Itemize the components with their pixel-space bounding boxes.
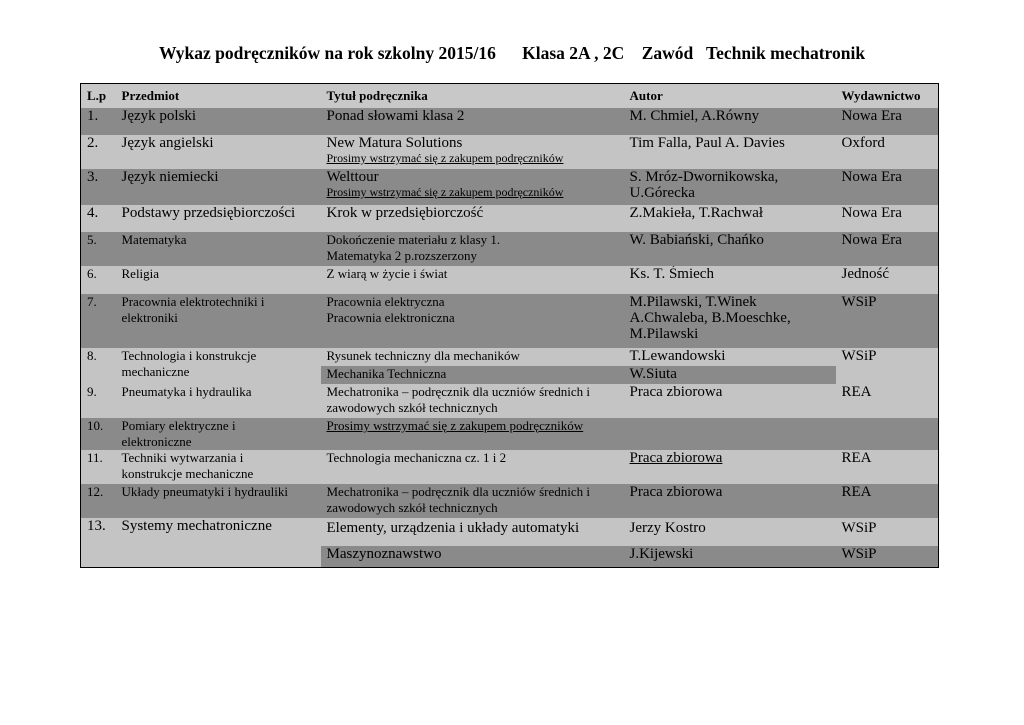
row-lp: 5. — [81, 232, 116, 266]
author-1: T.Lewandowski — [629, 348, 726, 364]
row-lp: 8. — [81, 348, 116, 384]
row-subject: Pneumatyka i hydraulika — [116, 384, 321, 418]
row-book: Mechatronika – podręcznik dla uczniów średnich i zawodowych szkół technicznych — [321, 384, 624, 418]
row-book: Z wiarą w życie i świat — [321, 266, 624, 294]
row-lp: 9. — [81, 384, 116, 418]
header-author: Autor — [624, 84, 836, 109]
row-subject: Język niemiecki — [116, 169, 321, 205]
book-title: Pracownia elektryczna — [326, 294, 445, 309]
row-subject: Język angielski — [116, 135, 321, 169]
book-title: New Matura Solutions — [326, 135, 463, 151]
purchase-hold-note: Prosimy wstrzymać się z zakupem podręczników — [326, 151, 564, 165]
row-author — [624, 418, 836, 450]
book-title: Rysunek techniczny dla mechaników — [326, 348, 520, 363]
row-publisher: WSiP — [836, 348, 939, 384]
row-book — [321, 518, 624, 568]
row-author: M. Chmiel, A.Równy — [624, 108, 836, 135]
row-author — [624, 348, 836, 384]
book-title: Elementy, urządzenia i układy automatyki — [326, 520, 580, 536]
row-lp: 7. — [81, 294, 116, 348]
row-subject: Pracownia elektrotechniki i elektroniki — [116, 294, 321, 348]
row-subject: Język polski — [116, 108, 321, 135]
header-lp: L.p — [81, 84, 116, 109]
row-publisher: Nowa Era — [836, 205, 939, 232]
row-subject: Pomiary elektryczne i elektroniczne — [116, 418, 321, 450]
author-1: Jerzy Kostro — [629, 520, 706, 536]
row-lp: 10. — [81, 418, 116, 450]
row-book — [321, 169, 624, 205]
row-subject: Podstawy przedsiębiorczości — [116, 205, 321, 232]
row-book: Dokończenie materiału z klasy 1. Matematyka 2 p.rozszerzony — [321, 232, 624, 266]
header-row — [81, 84, 939, 109]
header-book: Tytuł podręcznika — [321, 84, 624, 109]
row-author — [624, 518, 836, 568]
row-lp: 6. — [81, 266, 116, 294]
row-author: Ks. T. Śmiech — [624, 266, 836, 294]
row-lp: 3. — [81, 169, 116, 205]
table-row — [81, 232, 939, 266]
row-subject: Układy pneumatyki i hydrauliki — [116, 484, 321, 518]
table-row — [81, 450, 939, 484]
row-book: Mechatronika – podręcznik dla uczniów średnich i zawodowych szkół technicznych — [321, 484, 624, 518]
row-lp: 2. — [81, 135, 116, 169]
table-row — [81, 384, 939, 418]
publisher-2: WSiP — [836, 546, 939, 567]
book-title-2: Mechanika Techniczna — [321, 366, 624, 384]
row-lp: 4. — [81, 205, 116, 232]
row-publisher — [836, 418, 939, 450]
header-subject: Przedmiot — [116, 84, 321, 109]
table-row — [81, 135, 939, 169]
table-row — [81, 484, 939, 518]
row-subject: Systemy mechatroniczne — [116, 518, 321, 568]
row-author: W. Babiański, Chańko — [624, 232, 836, 266]
row-author: Tim Falla, Paul A. Davies — [624, 135, 836, 169]
row-book: Technologia mechaniczna cz. 1 i 2 — [321, 450, 624, 484]
row-publisher: Nowa Era — [836, 108, 939, 135]
page-title: Wykaz podręczników na rok szkolny 2015/16 Klasa 2A , 2C Zawód Technik mechatronik — [158, 43, 866, 63]
row-author: Praca zbiorowa — [624, 384, 836, 418]
table-row — [81, 205, 939, 232]
book-title-2: Maszynoznawstwo — [321, 546, 624, 567]
row-publisher: REA — [836, 384, 939, 418]
textbook-table — [80, 83, 939, 568]
table-row — [81, 294, 939, 348]
row-publisher: REA — [836, 484, 939, 518]
row-book: Krok w przedsiębiorczość — [321, 205, 624, 232]
row-publisher: Nowa Era — [836, 169, 939, 205]
row-book: Ponad słowami klasa 2 — [321, 108, 624, 135]
table-row — [81, 108, 939, 135]
table-row — [81, 348, 939, 384]
row-publisher — [836, 518, 939, 568]
row-author: S. Mróz-Dwornikowska, U.Górecka — [624, 169, 836, 205]
row-lp: 13. — [81, 518, 116, 568]
row-book: Prosimy wstrzymać się z zakupem podręczników — [321, 418, 624, 450]
table-row — [81, 518, 939, 568]
row-lp: 12. — [81, 484, 116, 518]
row-author: Praca zbiorowa — [624, 450, 836, 484]
row-subject: Religia — [116, 266, 321, 294]
row-subject: Matematyka — [116, 232, 321, 266]
table-row — [81, 266, 939, 294]
author-2: W.Siuta — [624, 366, 836, 384]
row-publisher: Jedność — [836, 266, 939, 294]
row-book — [321, 294, 624, 348]
row-book — [321, 135, 624, 169]
row-publisher: WSiP — [836, 294, 939, 348]
row-subject: Technologia i konstrukcje mechaniczne — [116, 348, 321, 384]
row-author: M.Pilawski, T.Winek A.Chwaleba, B.Moeschke, M.Pilawski — [624, 294, 836, 348]
row-author: Z.Makieła, T.Rachwał — [624, 205, 836, 232]
book-title-2: Pracownia elektroniczna — [326, 310, 455, 325]
publisher-1: WSiP — [841, 520, 877, 536]
book-title: Welttour — [326, 169, 379, 185]
row-publisher: Nowa Era — [836, 232, 939, 266]
row-lp: 11. — [81, 450, 116, 484]
row-publisher: REA — [836, 450, 939, 484]
table-row — [81, 418, 939, 450]
row-publisher: Oxford — [836, 135, 939, 169]
author-2: J.Kijewski — [624, 546, 836, 567]
row-author: Praca zbiorowa — [624, 484, 836, 518]
table-row — [81, 169, 939, 205]
row-lp: 1. — [81, 108, 116, 135]
row-subject: Techniki wytwarzania i konstrukcje mechaniczne — [116, 450, 321, 484]
row-book — [321, 348, 624, 384]
header-publisher: Wydawnictwo — [836, 84, 939, 109]
purchase-hold-note: Prosimy wstrzymać się z zakupem podręczników — [326, 185, 564, 199]
